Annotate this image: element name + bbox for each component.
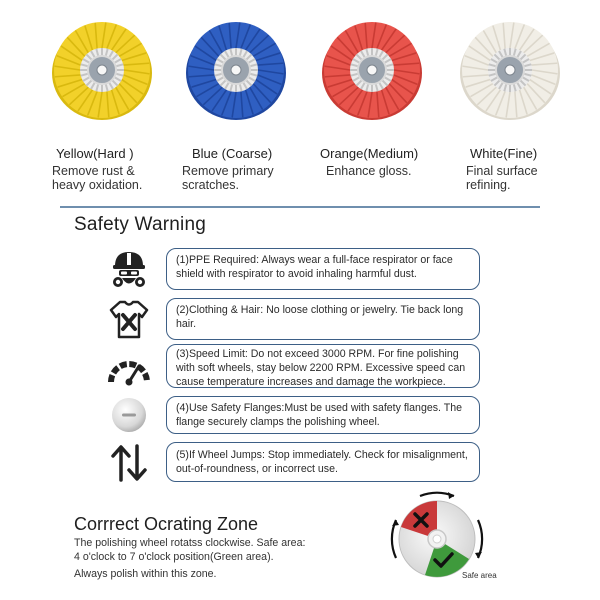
operating-zone-line-2: 4 o'clock to 7 o'clock position(Green area).: [74, 551, 274, 563]
operating-zone-line-1: The polishing wheel rotatss clockwise. Safe areа:: [74, 537, 306, 549]
wheel-description: Enhance gloss.: [326, 164, 412, 178]
orange-wheel-image: [320, 18, 424, 122]
operating-zone-line-3: Always polish within this zone.: [74, 568, 217, 580]
wheel-types-row: [0, 0, 600, 200]
safety-rule-text: (4)Use Safety Flanges:Must be used with safety flanges. The flange securely clamps the polishing wheel.: [166, 396, 480, 434]
no-loose-clothing-icon: [106, 298, 152, 340]
operating-zone-title: Corrrect Ocrating Zone: [74, 514, 259, 534]
yellow-wheel-image: [50, 18, 154, 122]
safety-rule-text: (5)If Wheel Jumps: Stop immediately. Check for misalignment, out-of-roundness, or incorrect use.: [166, 442, 480, 482]
white-wheel-image: [458, 18, 562, 122]
safety-warning-title: Safety Warning: [74, 214, 206, 235]
section-divider: [60, 206, 540, 208]
speedometer-icon: [106, 350, 152, 392]
safe-area-label: Safe area: [462, 571, 497, 580]
safety-rule-text: (3)Speed Limit: Do not exceed 3000 RPM. For fine polishing with soft wheels, stay below 2200 RPM. Excessive speed can cause temperature increases and damage the workpiece.: [166, 344, 480, 388]
safety-rule-text: (2)Clothing & Hair: No loose clothing or jewelry. Tie back long hair.: [166, 298, 480, 340]
up-down-arrows-icon: [106, 442, 152, 484]
wheel-name: White(Fine): [470, 146, 538, 161]
wheel-description: Remove primary scratches.: [182, 164, 274, 192]
wheel-name: Yellow(Hard ): [56, 146, 134, 161]
safety-rule-text: (1)PPE Required: Always wear a full-face respirator or face shield with respirator to avoid inhaling harmful dust.: [166, 248, 480, 290]
wheel-description: Remove rust & heavy oxidation.: [52, 164, 143, 192]
ppe-helmet-respirator-icon: [106, 248, 152, 290]
wheel-description: Final surface refining.: [466, 164, 538, 192]
blue-wheel-image: [184, 18, 288, 122]
wheel-name: Blue (Coarse): [192, 146, 273, 161]
wheel-name: Orange(Medium): [320, 146, 419, 161]
safety-flange-icon: [106, 394, 152, 436]
